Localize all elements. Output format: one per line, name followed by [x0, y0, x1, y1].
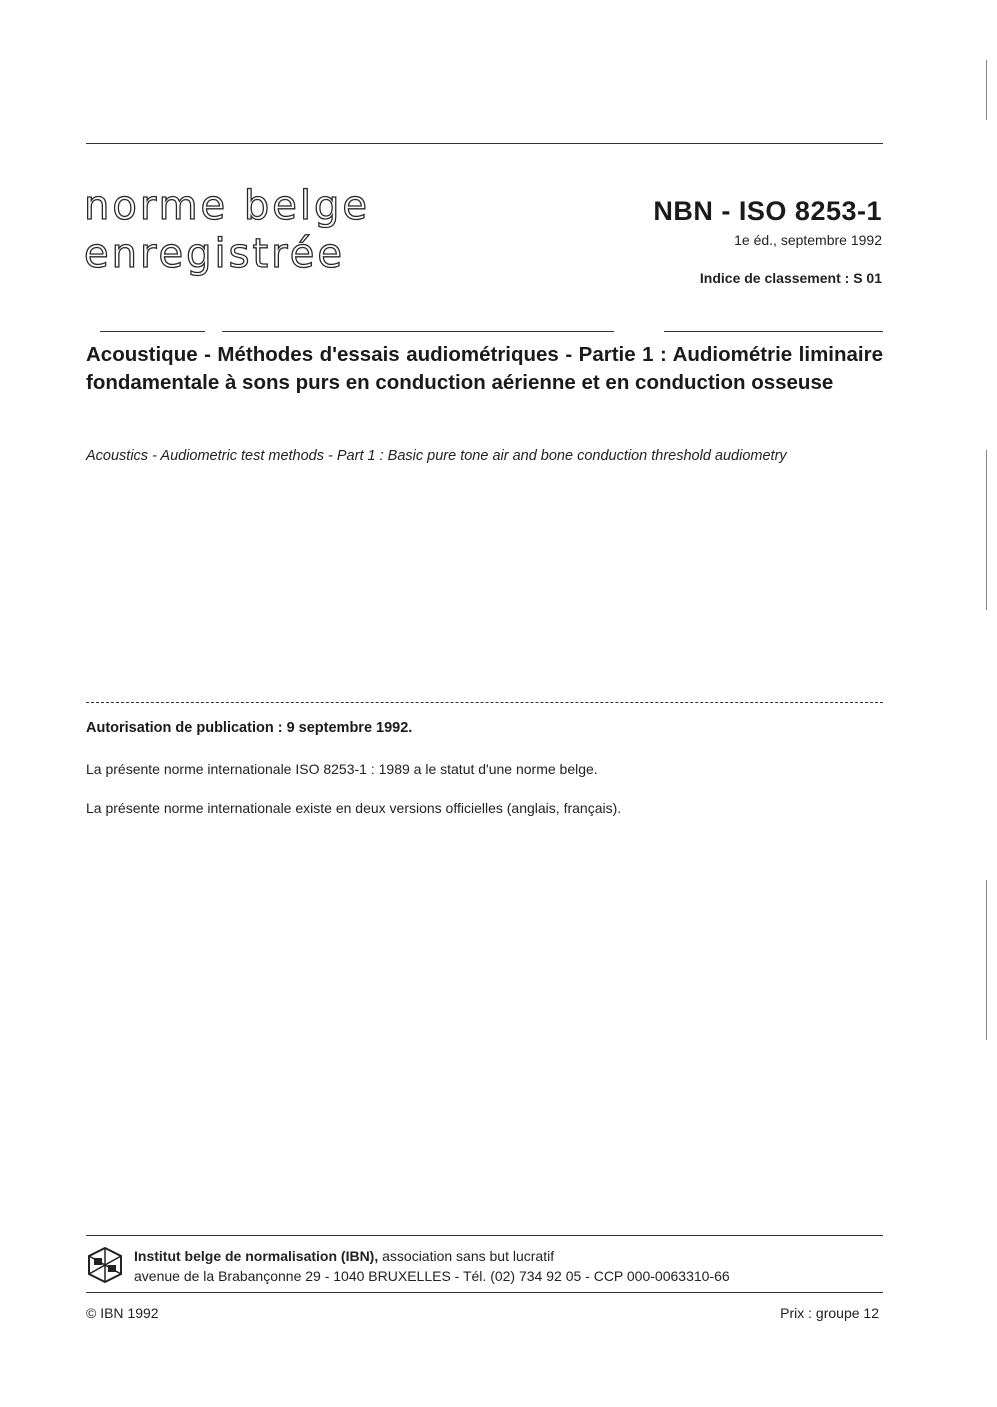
brand-title: [84, 182, 370, 278]
institute-address: avenue de la Brabançonne 29 - 1040 BRUXELLES - Tél. (02) 734 92 05 - CCP 000-0063310-66: [134, 1268, 730, 1284]
ibn-logo-icon: [86, 1246, 124, 1284]
header-divider-c: [664, 331, 883, 332]
versions-statement: La présente norme internationale existe en deux versions officielles (anglais, français).: [86, 800, 622, 816]
footer-divider-bottom: [86, 1292, 883, 1293]
title-english: Acoustics - Audiometric test methods - Part 1 : Basic pure tone air and bone conduction threshold audiometry: [86, 448, 787, 464]
title-french: Acoustique - Méthodes d'essais audiométriques - Partie 1 : Audiométrie liminaire fondamentale à sons purs en conduction aérienne et en conduction osseuse: [86, 343, 883, 394]
header-divider-a: [100, 331, 205, 332]
status-statement: La présente norme internationale ISO 8253-1 : 1989 a le statut d'une norme belge.: [86, 761, 598, 777]
publication-authorization: Autorisation de publication : 9 septembre 1992.: [86, 720, 413, 736]
scan-edge-mark-3: [986, 880, 987, 1040]
institute-info: [134, 1246, 730, 1286]
price-group: Prix : groupe 12: [780, 1305, 879, 1321]
edition-date: 1e éd., septembre 1992: [734, 232, 882, 248]
footer-divider-top: [86, 1235, 883, 1236]
brand-line-2: enregistrée: [84, 231, 345, 277]
top-divider: [86, 143, 883, 144]
standard-id: NBN - ISO 8253-1: [653, 196, 882, 226]
institute-name: Institut belge de normalisation (IBN),: [134, 1248, 379, 1264]
brand-line-1: norme belge: [84, 183, 370, 229]
standard-info: [653, 194, 882, 286]
middle-divider: [86, 702, 883, 703]
copyright: © IBN 1992: [86, 1305, 159, 1321]
header-divider-b: [222, 331, 614, 332]
scan-edge-mark-2: [986, 450, 987, 610]
scan-edge-mark-1: [986, 60, 987, 120]
institute-description: association sans but lucratif: [378, 1248, 555, 1264]
classification-index: Indice de classement : S 01: [699, 270, 882, 286]
